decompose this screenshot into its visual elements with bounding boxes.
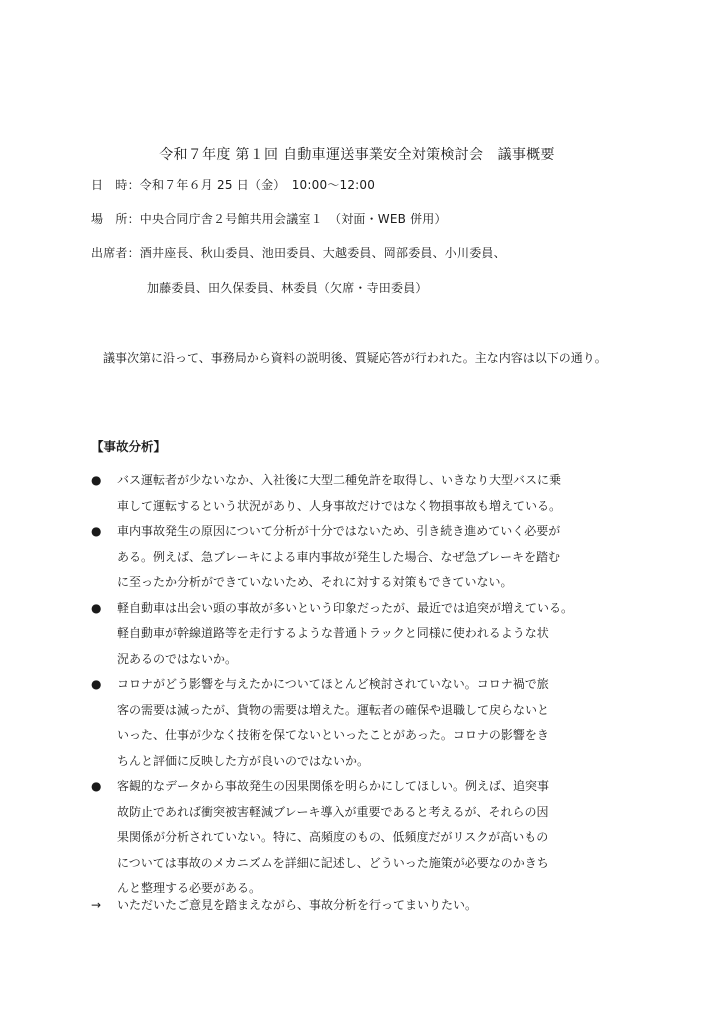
bullet-text-line: 故防止であれば衝突被害軽減ブレーキ導入が重要であると考えるが、それらの因	[117, 804, 549, 819]
bullet-icon: ●	[91, 473, 102, 487]
meeting-place: 場 所：中央合同庁舎２号館共用会議室１ （対面・WEB 併用）	[91, 212, 447, 226]
bullet-text-line: 軽自動車は出会い頭の事故が多いという印象だったが、最近では追突が増えている。	[117, 600, 574, 615]
meeting-attendees: 出席者：酒井座長、秋山委員、池田委員、大越委員、岡部委員、小川委員、	[91, 246, 506, 260]
bullet-item	[91, 468, 636, 519]
bullet-text-line: 客の需要は減ったが、貨物の需要は増えた。運転者の確保や退職して戻らないと	[117, 702, 550, 717]
bullet-text-line: ある。例えば、急ブレーキによる車内事故が発生した場合、なぜ急ブレーキを踏む	[117, 549, 561, 564]
bullet-icon: ●	[91, 779, 102, 793]
bullet-item	[91, 672, 636, 774]
bullet-text-line: 客観的なデータから事故発生の因果関係を明らかにしてほしい。例えば、追突事	[117, 779, 550, 793]
bullet-item	[91, 774, 636, 902]
arrow-icon: →	[91, 898, 102, 912]
intro-paragraph: 議事次第に沿って、事務局から資料の説明後、質疑応答が行われた。主な内容は以下の通り。	[103, 351, 607, 365]
document-title: 令和７年度 第１回 自動車運送事業安全対策検討会 議事概要	[159, 147, 555, 163]
bullet-text-line: 況あるのではないか。	[117, 651, 238, 666]
bullet-text-line: んと整理する必要がある。	[117, 881, 262, 895]
bullet-icon: ●	[91, 600, 102, 615]
bullet-list	[91, 468, 636, 902]
bullet-text-line: いった、仕事が少なく技術を保てないといったことがあった。コロナの影響をき	[117, 728, 549, 742]
bullet-text-line: 車して運転するという状況があり、人身事故だけではなく物損事故も増えている。	[117, 498, 562, 513]
section-heading: 【事故分析】	[91, 439, 167, 454]
closing-note	[91, 896, 477, 913]
bullet-text-line: 果関係が分析されていない。特に、高頻度のもの、低頻度だがリスクが高いもの	[117, 830, 549, 844]
bullet-text-line: に至ったか分析ができていないため、それに対する対策もできていない。	[117, 575, 513, 589]
bullet-text-line: 軽自動車が幹線道路等を走行するような普通トラックと同様に使われるような状	[117, 626, 549, 640]
meeting-datetime: 日 時：令和７年６月 25 日（金） 10:00～12:00	[91, 178, 376, 192]
bullet-icon: ●	[91, 677, 102, 691]
bullet-text-line: ちんと評価に反映した方が良いのではないか。	[117, 753, 370, 768]
bullet-text-line: については事故のメカニズムを詳細に記述し、どういった施策が必要なのかきち	[117, 855, 549, 870]
bullet-icon: ●	[91, 524, 102, 538]
bullet-item	[91, 519, 636, 596]
bullet-text-line: バス運転者が少ないなか、入社後に大型二種免許を取得し、いきなり大型バスに乗	[117, 473, 562, 487]
bullet-text-line: コロナがどう影響を与えたかについてほとんど検討されていない。コロナ禍で旅	[117, 677, 549, 691]
bullet-item	[91, 596, 636, 673]
closing-text: いただいたご意見を踏まえながら、事故分析を行ってまいりたい。	[117, 898, 478, 912]
meeting-attendees-continued: 加藤委員、田久保委員、林委員（欠席・寺田委員）	[147, 281, 428, 295]
bullet-text-line: 車内事故発生の原因について分析が十分ではないため、引き続き進めていく必要が	[117, 524, 561, 538]
